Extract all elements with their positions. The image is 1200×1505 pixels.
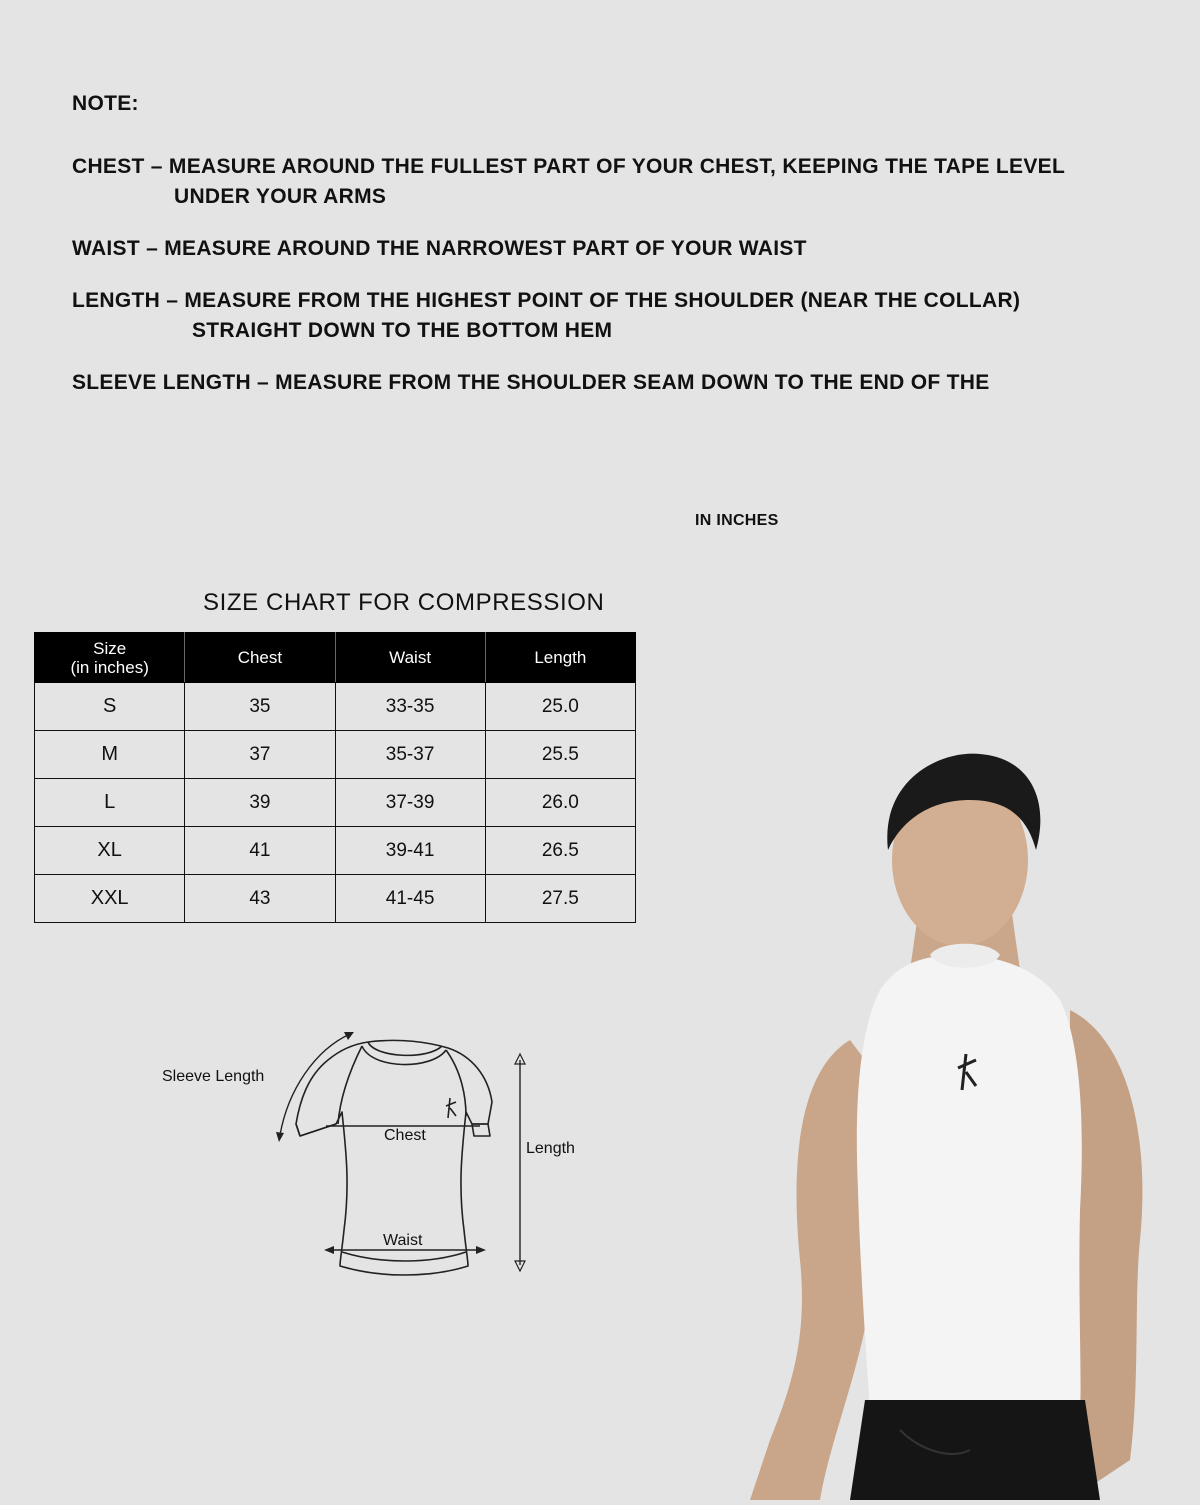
note-title: NOTE:	[72, 92, 139, 115]
cell-chest: 41	[185, 827, 335, 875]
cell-waist: 41-45	[335, 875, 485, 923]
note-chest-line1: CHEST – MEASURE AROUND THE FULLEST PART OF YOUR CHEST, KEEPING THE TAPE LEVEL	[72, 155, 1066, 178]
table-row	[35, 875, 636, 923]
note-chest-line2: UNDER YOUR ARMS	[174, 185, 387, 208]
cell-length: 27.5	[485, 875, 635, 923]
header-chest: Chest	[185, 633, 335, 683]
note-sleeve-line1: SLEEVE LENGTH – MEASURE FROM THE SHOULDER SEAM DOWN TO THE END OF THE	[72, 371, 990, 394]
header-size-label: Size (in inches)	[70, 638, 149, 677]
table-row	[35, 683, 636, 731]
cell-chest: 39	[185, 779, 335, 827]
cell-chest: 43	[185, 875, 335, 923]
table-header-row	[35, 633, 636, 683]
table-row	[35, 731, 636, 779]
measurement-notes	[72, 92, 1172, 420]
model-illustration	[730, 740, 1200, 1500]
size-chart-title: SIZE CHART FOR COMPRESSION	[203, 589, 605, 616]
shirt-measurement-diagram	[150, 1020, 610, 1290]
size-chart-table	[34, 632, 636, 923]
cell-length: 26.0	[485, 779, 635, 827]
header-waist: Waist	[335, 633, 485, 683]
length-label: Length	[526, 1140, 575, 1157]
cell-waist: 35-37	[335, 731, 485, 779]
model-photo	[730, 740, 1200, 1500]
note-length-line2: STRAIGHT DOWN TO THE BOTTOM HEM	[192, 319, 613, 342]
unit-label: IN INCHES	[695, 512, 779, 529]
note-length	[72, 286, 1172, 346]
cell-size: M	[35, 731, 185, 779]
sleeve-length-label: Sleeve Length	[162, 1068, 265, 1085]
note-chest	[72, 152, 1172, 212]
note-waist-line1: WAIST – MEASURE AROUND THE NARROWEST PART OF YOUR WAIST	[72, 237, 807, 260]
cell-length: 25.5	[485, 731, 635, 779]
note-length-line1: LENGTH – MEASURE FROM THE HIGHEST POINT OF THE SHOULDER (NEAR THE COLLAR)	[72, 289, 1021, 312]
cell-waist: 39-41	[335, 827, 485, 875]
header-length: Length	[485, 633, 635, 683]
cell-chest: 35	[185, 683, 335, 731]
chest-label: Chest	[384, 1127, 426, 1144]
cell-waist: 37-39	[335, 779, 485, 827]
cell-chest: 37	[185, 731, 335, 779]
table-row	[35, 779, 636, 827]
cell-size: XXL	[35, 875, 185, 923]
note-waist	[72, 234, 1172, 264]
waist-label: Waist	[383, 1232, 423, 1249]
cell-waist: 33-35	[335, 683, 485, 731]
cell-length: 26.5	[485, 827, 635, 875]
cell-size: L	[35, 779, 185, 827]
cell-size: S	[35, 683, 185, 731]
cell-length: 25.0	[485, 683, 635, 731]
table-row	[35, 827, 636, 875]
header-size	[35, 633, 185, 683]
note-sleeve	[72, 368, 1172, 398]
cell-size: XL	[35, 827, 185, 875]
